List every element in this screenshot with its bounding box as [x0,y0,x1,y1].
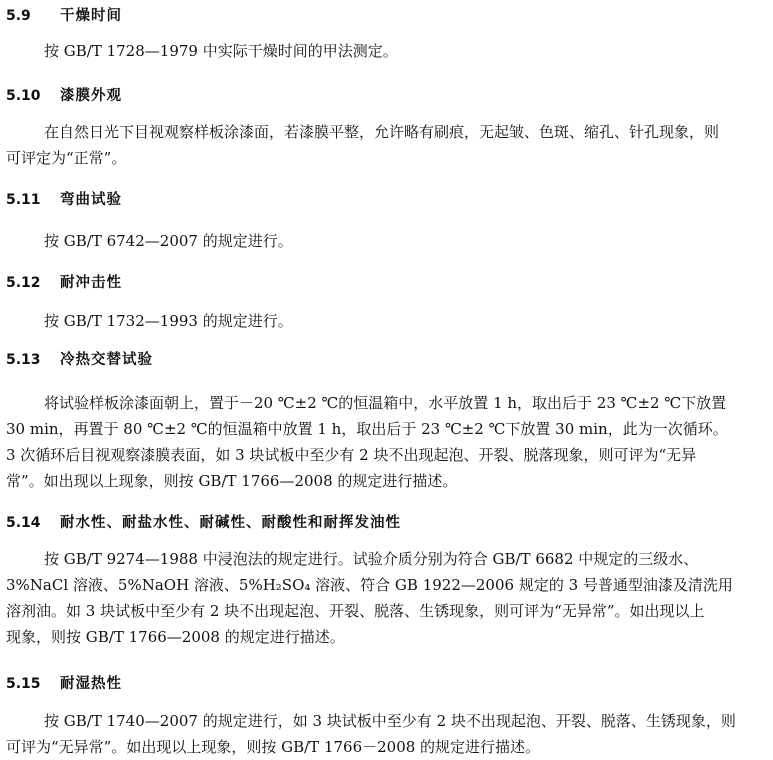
body-line: 可评定为“正常”。 [6,149,127,167]
section-heading-5-14 [6,510,401,534]
section-title: 耐冲击性 [60,275,122,291]
section-heading-5-15 [6,671,122,695]
section-number: 5.9 [6,8,31,24]
body-line: 将试验样板涂漆面朝上，置于－20 ℃±2 ℃的恒温箱中，水平放置 1 h，取出后于 23 ℃±2 ℃下放置 [44,394,727,412]
body-line: 在自然日光下目视观察样板涂漆面，若漆膜平整，允许略有刷痕，无起皱、色斑、缩孔、针孔现象，则 [44,123,720,141]
section-title: 干燥时间 [60,8,122,24]
body-line: 溶剂油。如 3 块试板中至少有 2 块不出现起泡、开裂、脱落、生锈现象，则可评为“无异常”。如出现以上 [6,602,705,620]
body-line: 现象，则按 GB/T 1766—2008 的规定进行描述。 [6,628,345,646]
section-number: 5.11 [6,192,41,208]
body-line: 3 次循环后目视观察漆膜表面，如 3 块试板中至少有 2 块不出现起泡、开裂、脱落现象，则可评为“无异 [6,446,697,464]
section-body-5-11 [6,228,762,254]
section-number: 5.15 [6,676,41,692]
body-line: 按 GB/T 6742—2007 的规定进行。 [44,232,293,250]
section-body-5-12 [6,308,762,334]
section-heading-5-11 [6,187,122,211]
body-line: 按 GB/T 9274—1988 中浸泡法的规定进行。试验介质分别为符合 GB/T 6682 中规定的三级水、 [44,550,699,568]
section-number: 5.13 [6,352,41,368]
section-heading-5-9 [6,3,122,27]
body-line: 按 GB/T 1728—1979 中实际干燥时间的甲法测定。 [44,42,398,60]
section-heading-5-13 [6,347,153,371]
section-title: 弯曲试验 [60,192,122,208]
body-line: 常”。如出现以上现象，则按 GB/T 1766—2008 的规定进行描述。 [6,472,458,490]
section-title: 冷热交替试验 [60,352,153,368]
body-line: 3%NaCl 溶液、5%NaOH 溶液、5%H₂SO₄ 溶液、符合 GB 1922—2006 规定的 3 号普通型油漆及清洗用 [6,576,733,594]
section-title: 耐湿热性 [60,676,122,692]
section-body-5-15 [6,708,762,760]
section-body-5-10 [6,119,762,171]
section-number: 5.12 [6,275,41,291]
body-line: 可评为“无异常”。如出现以上现象，则按 GB/T 1766－2008 的规定进行描述。 [6,738,541,756]
body-line: 按 GB/T 1740—2007 的规定进行，如 3 块试板中至少有 2 块不出现起泡、开裂、脱落、生锈现象，则 [44,712,736,730]
section-body-5-13 [6,390,762,494]
section-title: 耐水性、耐盐水性、耐碱性、耐酸性和耐挥发油性 [60,515,401,531]
section-number: 5.14 [6,515,41,531]
section-body-5-14 [6,546,762,650]
body-line: 30 min，再置于 80 ℃±2 ℃的恒温箱中放置 1 h，取出后于 23 ℃±2 ℃下放置 30 min，此为一次循环。 [6,420,728,438]
section-heading-5-10 [6,83,122,107]
section-title: 漆膜外观 [60,88,122,104]
section-body-5-9 [6,38,762,64]
body-line: 按 GB/T 1732—1993 的规定进行。 [44,312,293,330]
section-heading-5-12 [6,270,122,294]
section-number: 5.10 [6,88,41,104]
